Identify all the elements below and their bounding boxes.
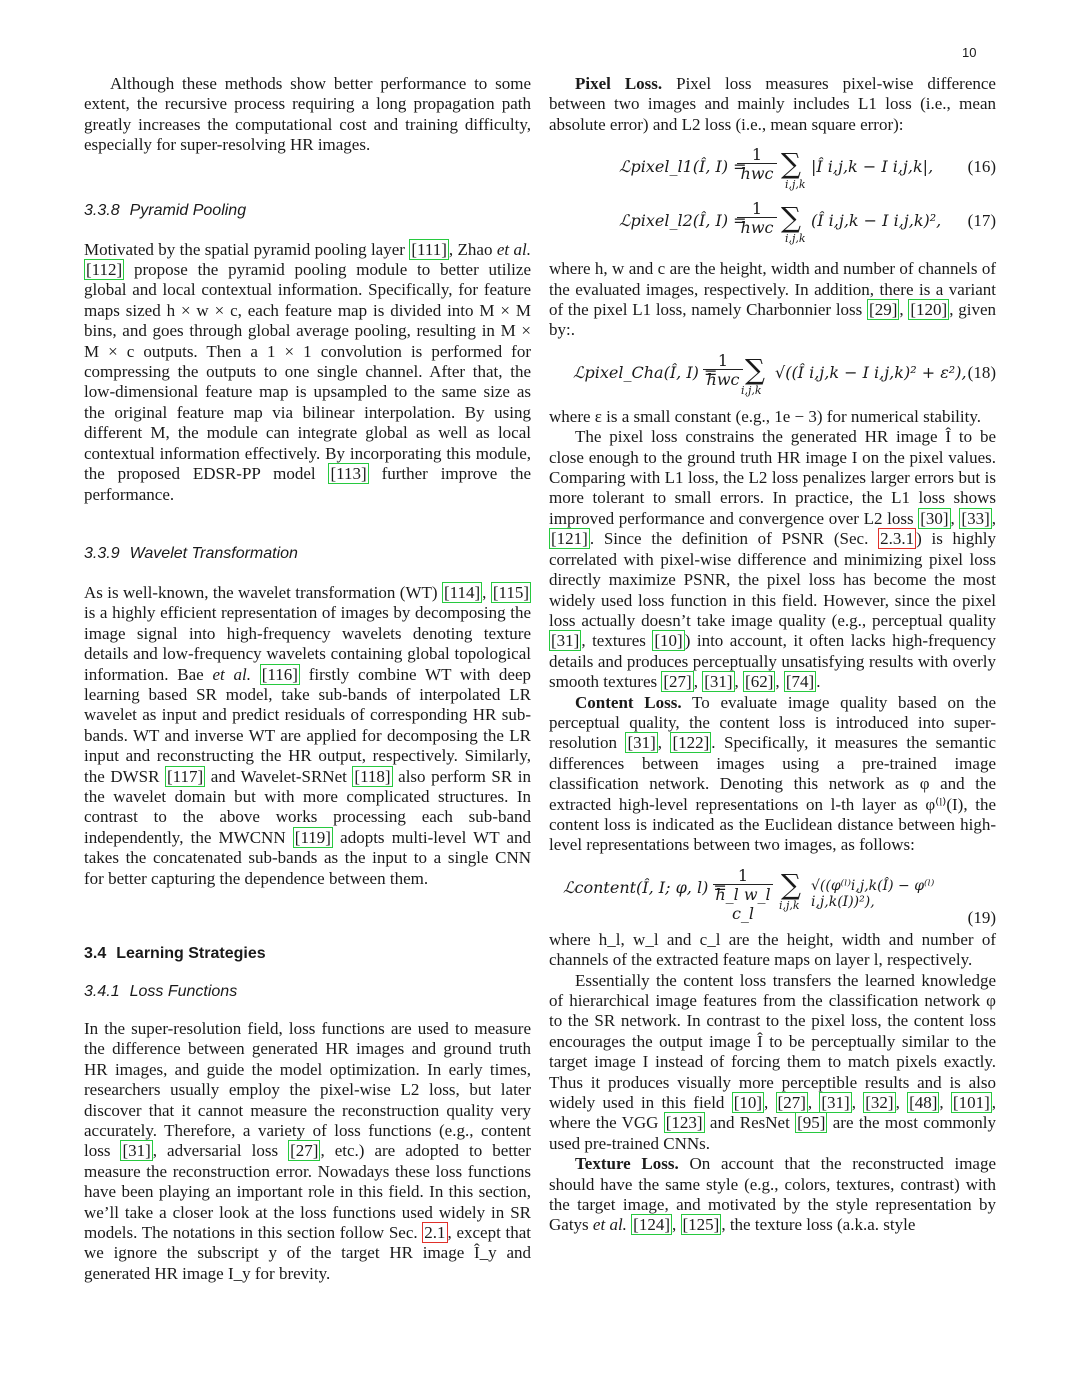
equation-16: [549, 145, 996, 193]
section-number: 3.3.8: [84, 201, 120, 219]
citation-link[interactable]: [10]: [654, 631, 683, 651]
text: ,: [657, 733, 671, 753]
sum-symbol: ∑: [781, 867, 801, 901]
text: et al.: [496, 239, 531, 259]
equation-fraction: [713, 866, 773, 923]
section-title: Learning Strategies: [116, 945, 266, 962]
citation-link[interactable]: [115]: [492, 582, 530, 602]
sum-index: i,j,k: [741, 383, 762, 397]
text: ,: [775, 672, 784, 692]
right-column: [549, 74, 996, 1236]
text: . Specifically, it measures the semantic differences between images using a pre-trained image classification network. Denoting this network as φ and the extracted high-level representations on l-th layer as φ⁽ˡ⁾(I), the content loss is indicated as the Euclidean distance between high-level representations between two images, as follows:: [549, 733, 996, 855]
citation-link[interactable]: [27]: [663, 672, 692, 692]
text: , textures: [581, 631, 653, 651]
text: ,: [807, 1093, 820, 1113]
numerator: 1: [751, 199, 763, 219]
paragraph-epsilon: where ε is a small constant (e.g., 1e − 3) for numerical stability.: [549, 406, 981, 426]
citation-link[interactable]: [31]: [122, 1141, 151, 1161]
citation-link[interactable]: [62]: [745, 672, 774, 692]
left-column: [84, 74, 531, 1284]
page-number: 10: [962, 45, 977, 60]
sum-symbol: ∑: [781, 147, 801, 181]
equation-number: (19): [967, 907, 996, 927]
text: On account that the reconstructed image should have the same style (e.g., colors, textures, contrast) with the target image, and motivated by the style representation by Gatys: [549, 1154, 997, 1235]
citation-link[interactable]: [123]: [665, 1113, 703, 1133]
text: , adversarial loss: [152, 1141, 289, 1161]
text: As is well-known, the wavelet transformation (WT): [84, 582, 442, 602]
equation-lhs: ℒpixel_l2(Î, I) =: [619, 211, 747, 231]
text: , Zhao: [448, 239, 497, 259]
citation-link[interactable]: [111]: [411, 239, 447, 259]
paragraph-recursive-cost: Although these methods show better performance to some extent, the recursive process requiring a long propagation path greatly increases the computational cost and training difficulty, especially for super-resolving HR images.: [84, 74, 531, 155]
sum-index: i,j,k: [785, 232, 806, 246]
section-title: Loss Functions: [129, 983, 238, 1000]
citation-link[interactable]: [113]: [330, 464, 367, 484]
text: [251, 665, 260, 684]
section-link[interactable]: 2.1: [424, 1223, 446, 1243]
section-3-3-8-heading: [84, 202, 531, 222]
citation-link[interactable]: [10]: [733, 1093, 763, 1113]
text: et al.: [592, 1215, 627, 1235]
equation-19: [549, 866, 996, 930]
equation-number: (18): [967, 362, 996, 382]
citation-link[interactable]: [31]: [704, 672, 733, 692]
denominator: hwc: [740, 218, 774, 238]
paragraph-content-loss: [549, 693, 996, 856]
section-number: 3.4: [84, 945, 107, 962]
numerator: 1: [751, 145, 763, 165]
text: ,: [764, 1093, 776, 1113]
text: , the texture loss (a.k.a. style: [721, 1215, 916, 1235]
text: also perform SR in the wavelet domain but with more complicated structures. In contrast to the above works processing each sub-band independently, the MWCNN: [84, 766, 531, 847]
equation-rhs: |Î i,j,k − I i,j,k|,: [811, 157, 934, 177]
equation-rhs: √((Î i,j,k − I i,j,k)² + ε²),: [775, 362, 967, 382]
paragraph-texture-loss: [549, 1154, 996, 1236]
text: , where the VGG: [549, 1093, 996, 1133]
numerator: 1: [737, 865, 749, 885]
section-link[interactable]: 2.3.1: [880, 529, 915, 549]
citation-link[interactable]: [32]: [865, 1093, 894, 1113]
citation-link[interactable]: [48]: [909, 1093, 938, 1113]
paragraph-loss-intro: [84, 1019, 531, 1284]
citation-link[interactable]: [125]: [682, 1215, 720, 1235]
text: The pixel loss constrains the generated HR image Î to be close enough to the ground truth HR image I on the pixel values. Comparing with L1 loss, the L2 loss penalizes larger errors but is more tolerant to small errors. In practice, the L1 loss shows improved performance and convergence over L2 loss: [549, 427, 996, 528]
citation-link[interactable]: [31]: [627, 733, 656, 753]
citation-link[interactable]: [101]: [952, 1093, 990, 1113]
run-in-heading: Content Loss.: [575, 692, 682, 712]
denominator: hwc: [740, 164, 774, 184]
paragraph-pixel-loss: [549, 74, 996, 135]
citation-link[interactable]: [117]: [167, 766, 204, 786]
section-number: 3.4.1: [84, 983, 120, 1000]
paragraph-pixel-loss-discussion: [549, 427, 996, 692]
text: ,: [851, 1093, 864, 1113]
paragraph-charbonnier: [549, 259, 996, 341]
sum-index: i,j,k: [779, 898, 800, 912]
text: ,: [950, 508, 960, 528]
citation-link[interactable]: [122]: [672, 733, 710, 753]
citation-link[interactable]: [116]: [261, 664, 298, 684]
equation-rhs: (Î i,j,k − I i,j,k)²,: [811, 211, 942, 231]
run-in-heading: Texture Loss.: [575, 1154, 679, 1174]
paragraph-content-loss-essence: [549, 971, 996, 1155]
sum-symbol: ∑: [745, 352, 765, 386]
text: ,: [899, 300, 909, 320]
equation-fraction: [737, 199, 777, 237]
text: ) into account, it often lacks high-frequency details and produces perceptually unsatisfying results with overly smooth textures: [549, 631, 996, 692]
text: ,: [672, 1215, 681, 1235]
text: are the most commonly used pre-trained CNNs.: [549, 1113, 996, 1153]
text: ,: [693, 672, 703, 692]
text: , except that we ignore the subscript y of the target HR image Î_y and generated HR image I_y for brevity.: [84, 1223, 531, 1283]
citation-link[interactable]: [27]: [777, 1093, 806, 1113]
citation-link[interactable]: [30]: [920, 508, 949, 528]
equation-18: [549, 351, 996, 399]
equation-number: (17): [967, 211, 996, 231]
paragraph-pyramid-pooling: [84, 240, 531, 505]
citation-link[interactable]: [112]: [86, 260, 123, 280]
section-3-4-1-heading: [84, 983, 531, 1003]
equation-rhs: √((φ⁽ˡ⁾i,j,k(Î) − φ⁽ˡ⁾i,j,k(I))²),: [811, 877, 935, 910]
text: ,: [734, 672, 744, 692]
text: , etc.) are adopted to better measure the reconstruction error. Nowadays these loss functions have been playing an important role in this field. In this section, we’ll take a closer look at the loss functions used widely in SR models. The notations in this section follow Sec.: [84, 1141, 531, 1243]
text: Pixel loss measures pixel-wise difference between two images and mainly includes L1 loss (i.e., mean absolute error) and L2 loss (i.e., mean square error):: [549, 74, 996, 134]
text: To evaluate image quality based on the perceptual quality, the content loss is introduced into super-resolution: [549, 692, 996, 753]
citation-link[interactable]: [29]: [869, 300, 898, 320]
section-title: Pyramid Pooling: [129, 201, 247, 219]
text: ,: [895, 1093, 908, 1113]
text: where h, w and c are the height, width and number of channels of the evaluated images, respectively. In addition, there is a variant of the pixel L1 loss, namely Charbonnier loss: [549, 259, 996, 320]
text: and Wavelet-SRNet: [205, 766, 353, 786]
equation-17: [549, 199, 996, 247]
citation-link[interactable]: [121]: [551, 529, 588, 549]
equation-fraction: [737, 145, 777, 183]
text: ) is highly correlated with pixel-wise difference and minimizing pixel loss directly maximize PSNR, the pixel loss has become the most widely used loss function in this field. However, since the pixel loss actually doesn’t take image quality (e.g., perceptual quality: [549, 529, 996, 630]
run-in-heading: Pixel Loss.: [575, 74, 663, 93]
citation-link[interactable]: [95]: [797, 1113, 826, 1133]
text: ,: [939, 1093, 951, 1113]
text: adopts multi-level WT and takes the concatenated sub-bands as the input to a single CNN for better capturing the dependence between them.: [84, 827, 531, 888]
paragraph-wavelet: [84, 583, 531, 889]
text: , given by:.: [549, 300, 996, 340]
text: firstly combine WT with deep learning based SR model, take sub-bands of interpolated LR wavelet as input and predict residuals of corresponding HR sub-bands. WT and inverse WT are applied for decomposing the LR input and reconstructing the HR output, respectively. Similarly, the DWSR: [84, 664, 531, 786]
text: ,: [991, 508, 996, 528]
text: . Since the definition of PSNR (Sec.: [589, 529, 879, 549]
denominator: hwc: [706, 369, 740, 389]
text: and ResNet: [704, 1113, 796, 1133]
citation-link[interactable]: [27]: [290, 1141, 319, 1161]
equation-lhs: ℒpixel_Cha(Î, I) =: [573, 362, 718, 382]
equation-number: (16): [967, 157, 996, 177]
citation-link[interactable]: [124]: [633, 1215, 670, 1235]
text: ,: [482, 582, 491, 602]
paragraph-feature-maps: where h_l, w_l and c_l are the height, width and number of channels of the extracted feature maps on layer l, respectively.: [549, 929, 996, 970]
denominator: h_l w_l c_l: [715, 884, 771, 923]
text: Motivated by the spatial pyramid pooling layer: [84, 239, 410, 259]
citation-link[interactable]: [33]: [961, 508, 990, 528]
text: In the super-resolution field, loss functions are used to measure the difference between generated HR images and ground truth HR images, and guide the model optimization. In early times, researchers usually employ the pixel-wise L2 loss, but later discover that it cannot measure the reconstruction quality very accurately. Therefore, a variety of loss functions (e.g., content loss: [84, 1019, 531, 1161]
sum-symbol: ∑: [781, 201, 801, 235]
equation-fraction: [703, 351, 743, 389]
text: is a highly efficient representation of images by decomposing the image signal into high-frequency wavelets denoting texture details and low-frequency wavelets containing global topological information. Bae: [84, 603, 531, 684]
equation-lhs: ℒpixel_l1(Î, I) =: [619, 157, 747, 177]
sum-index: i,j,k: [785, 178, 806, 192]
numerator: 1: [717, 350, 729, 370]
citation-link[interactable]: [74]: [785, 672, 815, 692]
section-number: 3.3.9: [84, 544, 120, 562]
citation-link[interactable]: [114]: [443, 582, 481, 602]
text: .: [816, 672, 821, 692]
citation-link[interactable]: [118]: [354, 766, 391, 786]
equation-lhs: ℒcontent(Î, I; φ, l) =: [563, 877, 727, 897]
section-3-3-9-heading: [84, 545, 531, 565]
text: further improve the performance.: [84, 464, 531, 504]
citation-link[interactable]: [120]: [910, 300, 948, 320]
section-3-4-heading: [84, 945, 531, 965]
citation-link[interactable]: [31]: [551, 631, 580, 651]
text: Essentially the content loss transfers the learned knowledge of hierarchical image features from the classification network φ to the SR network. In contrast to the pixel loss, the content loss encourages the output image Î to be perceptually similar to the target image I instead of forcing them to match pixels exactly. Thus it produces visually more perceptible results and is also widely used in this field: [549, 970, 996, 1113]
text: et al.: [212, 664, 251, 684]
text: propose the pyramid pooling module to better utilize global and local contextual information. Specifically, for feature maps sized h × w × c, each feature map is divided into M × M bins, and goes through global average pooling, resulting in M × M × c outputs. Then a 1 × 1 convolution is performed for compressing the outputs to one single channel. After that, the low-dimensional feature map is upsampled to the same size as the original feature map via bilinear interpolation. By using different M, the module can integrate global as well as local contextual information effectively. By incorporating this module, the proposed EDSR-PP model: [84, 260, 531, 484]
section-title: Wavelet Transformation: [129, 544, 298, 562]
citation-link[interactable]: [119]: [294, 827, 331, 847]
citation-link[interactable]: [31]: [821, 1093, 850, 1113]
